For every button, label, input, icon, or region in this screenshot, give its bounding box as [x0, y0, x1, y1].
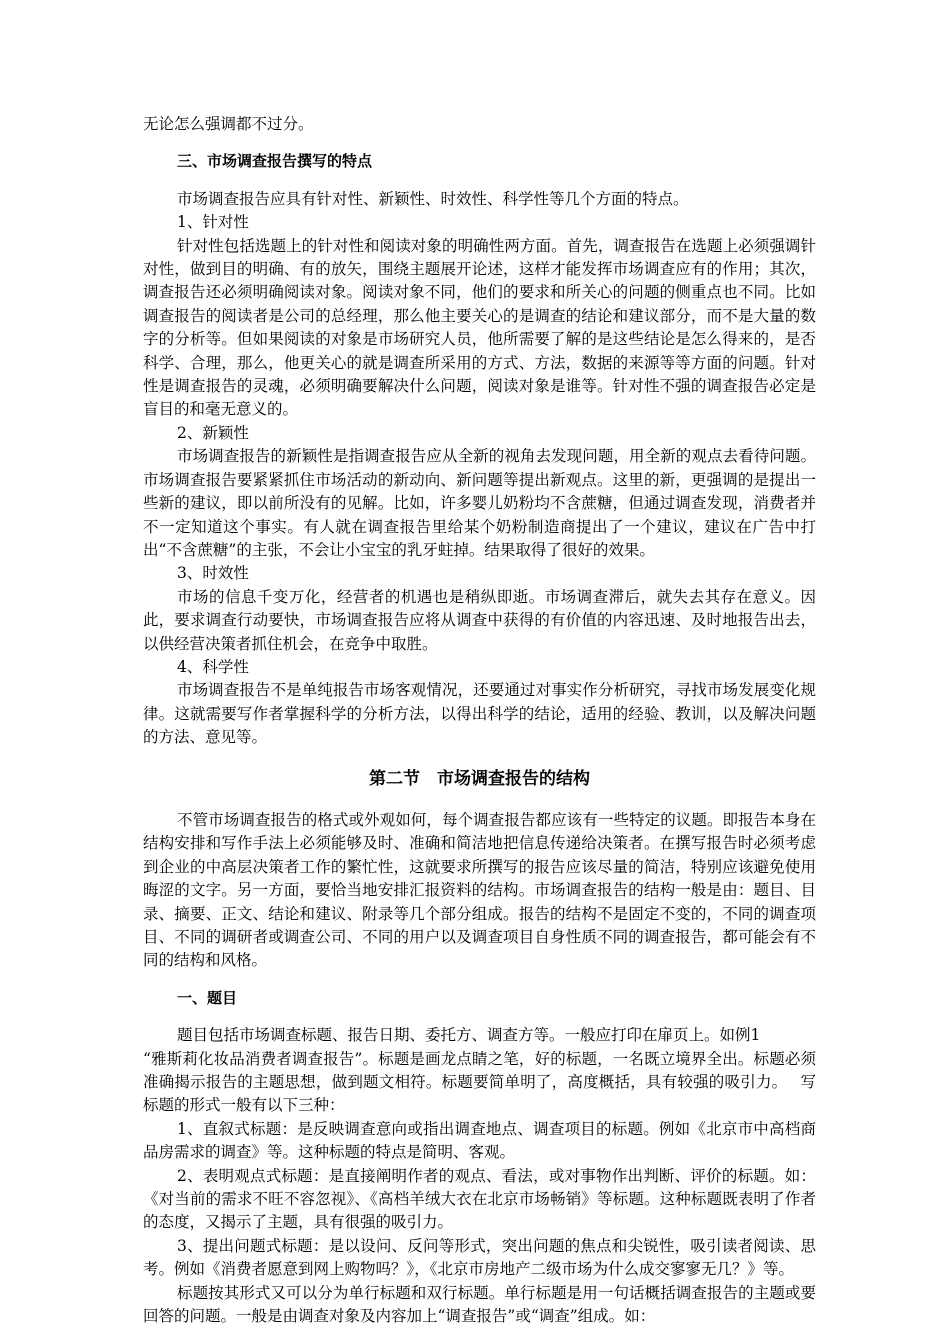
- paragraph-title-1: 题目包括市场调查标题、报告日期、委托方、调查方等。一般应打印在扉页上。如例1: [177, 1026, 761, 1045]
- paragraph-title-type-3: 3、提出问题式标题：是以设问、反问等形式，突出问题的焦点和尖锐性，吸引读者阅读、思考。例如《消费者愿意到网上购物吗？》，《北京市房地产二级市场为什么成交寥寥无几？》等。: [143, 1236, 816, 1279]
- subheading-timeliness: 3、时效性: [177, 564, 249, 583]
- subheading-scientific: 4、科学性: [177, 657, 249, 676]
- paragraph-title-2: “雅斯莉化妆品消费者调查报告”。标题是画龙点睛之笔，好的标题，一名既立境界全出。标题必须准确揭示报告的主题思想，做到题文相符。标题要简单明了，高度概括，具有较强的吸引力。 写标题的形式一般有以下三种：: [143, 1049, 816, 1115]
- paragraph-features-intro: 市场调查报告应具有针对性、新颖性、时效性、科学性等几个方面的特点。: [177, 189, 689, 208]
- paragraph-targeting: 针对性包括选题上的针对性和阅读对象的明确性两方面。首先，调查报告在选题上必须强调针对性，做到目的明确、有的放矢，围绕主题展开论述，这样才能发挥市场调查应有的作用；其次，调查报告还必须明确阅读对象。阅读对象不同，他们的要求和所关心的问题的侧重点也不同。比如调查报告的阅读者是公司的总经理，那么他主要关心的是调查的结论和建议部分，而不是大量的数字的分析等。但如果阅读的对象是市场研究人员，他所需要了解的是这些结论是怎么得来的，是否科学、合理，那么，他更关心的就是调查所采用的方式、方法，数据的来源等等方面的问题。针对性是调查报告的灵魂，必须明确要解决什么问题，阅读对象是谁等。针对性不强的调查报告必定是盲目的和毫无意义的。: [143, 236, 816, 419]
- paragraph-chapter-intro: 不管市场调查报告的格式或外观如何，每个调查报告都应该有一些特定的议题。即报告本身在结构安排和写作手法上必须能够及时、准确和简洁地把信息传递给决策者。在撰写报告时必须考虑到企业的中高层决策者工作的繁忙性，这就要求所撰写的报告应该尽量的简洁，特别应该避免使用晦涩的文字。另一方面，要恰当地安排汇报资料的结构。市场调查报告的结构一般是由：题目、目录、摘要、正文、结论和建议、附录等几个部分组成。报告的结构不是固定不变的，不同的调查项目、不同的调研者或调查公司、不同的用户以及调查项目自身性质不同的调查报告，都可能会有不同的结构和风格。: [143, 810, 816, 970]
- paragraph-continuation: 无论怎么强调都不过分。: [143, 115, 314, 133]
- paragraph-novelty: 市场调查报告的新颖性是指调查报告应从全新的视角去发现问题，用全新的观点去看待问题。市场调查报告要紧紧抓住市场活动的新动向、新问题等提出新观点。这里的新，更强调的是提出一些新的建议，即以前所没有的见解。比如，许多婴儿奶粉均不含蔗糖，但通过调查发现，消费者并不一定知道这个事实。有人就在调查报告里给某个奶粉制造商提出了一个建议，建议在广告中打出“不含蔗糖”的主张，不会让小宝宝的乳牙蛀掉。结果取得了很好的效果。: [143, 447, 816, 559]
- subheading-targeting: 1、针对性: [177, 213, 249, 232]
- paragraph-title-type-1: 1、直叙式标题：是反映调查意向或指出调查地点、调查项目的标题。例如《北京市中高档商品房需求的调查》等。这种标题的特点是简明、客观。: [143, 1119, 816, 1162]
- document-page: [143, 113, 816, 1329]
- subheading-novelty: 2、新颖性: [177, 423, 249, 442]
- paragraph-scientific: 市场调查报告不是单纯报告市场客观情况，还要通过对事实作分析研究，寻找市场发展变化规律。这就需要写作者掌握科学的分析方法，以得出科学的结论，适用的经验、教训，以及解决问题的方法、意见等。: [143, 681, 816, 747]
- paragraph-title-forms: 标题按其形式又可以分为单行标题和双行标题。单行标题是用一句话概括调查报告的主题或要回答的问题。一般是由调查对象及内容加上“调查报告”或“调查”组成。如：: [143, 1283, 816, 1326]
- section-heading-title: 一、题目: [177, 988, 238, 1007]
- section-heading-features: 三、市场调查报告撰写的特点: [177, 152, 373, 171]
- paragraph-timeliness: 市场的信息千变万化，经营者的机遇也是稍纵即逝。市场调查滞后，就失去其存在意义。因此，要求调查行动要快，市场调查报告应将从调查中获得的有价值的内容迅速、及时地报告出去，以供经营决策者抓住机会，在竞争中取胜。: [143, 587, 816, 653]
- paragraph-title-type-2: 2、表明观点式标题：是直接阐明作者的观点、看法，或对事物作出判断、评价的标题。如：《对当前的需求不旺不容忽视》、《高档羊绒大衣在北京市场畅销》等标题。这种标题既表明了作者的态度，又揭示了主题，具有很强的吸引力。: [143, 1166, 816, 1232]
- chapter-title: 第二节 市场调查报告的结构: [369, 768, 590, 789]
